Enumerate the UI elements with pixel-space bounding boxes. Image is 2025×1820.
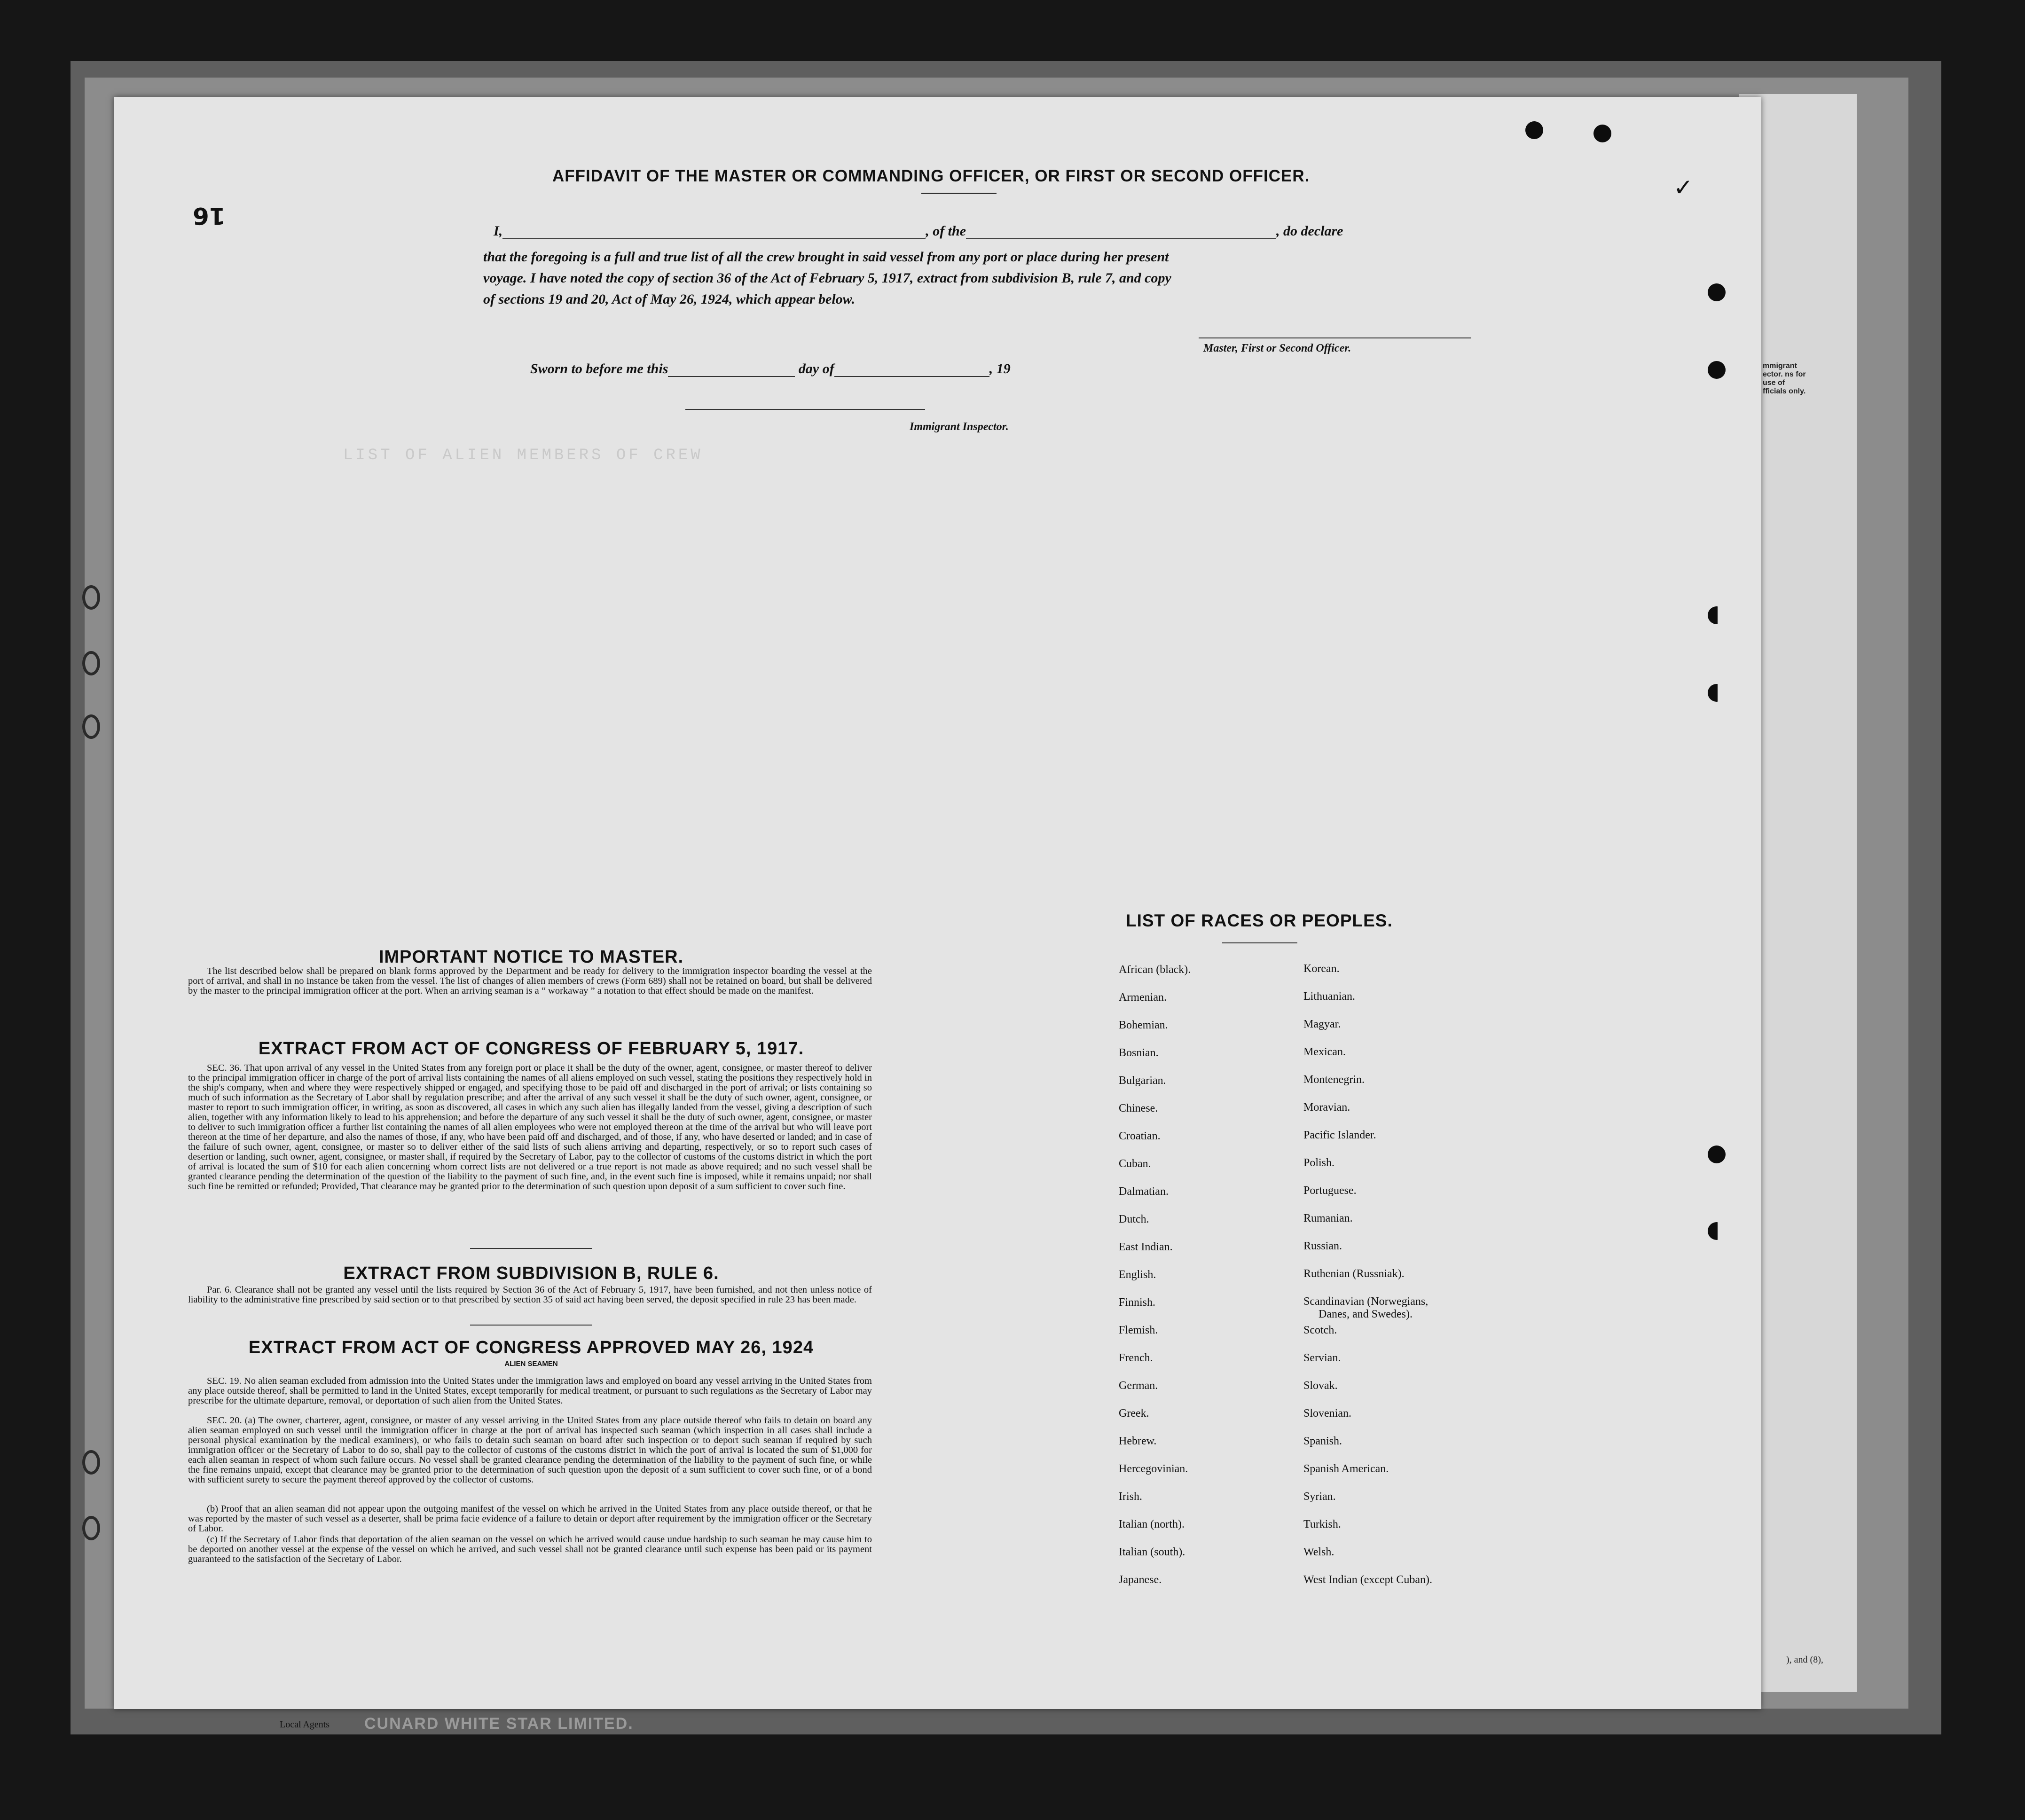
- day-blank: [668, 363, 795, 377]
- do-declare-label: , do declare: [1276, 223, 1343, 239]
- race-item: Italian (north).: [1119, 1518, 1185, 1530]
- race-item: Spanish.: [1303, 1435, 1342, 1447]
- section-19: SEC. 19. No alien seaman excluded from admission into the United States under the immigration laws and employed on board any vessel arriving in the United States from any place outside thereof, shall be permitted to land in the United States, except temporarily for medical treatment, or pursuant to such regulations as the Secretary of Labor may prescribe for the ultimate departure, removal, or deportation of such alien from the United States.: [188, 1376, 872, 1406]
- binder-hole: [82, 1516, 100, 1540]
- race-item: German.: [1119, 1380, 1158, 1392]
- vessel-blank: [966, 225, 1276, 239]
- punch-hole: [1525, 121, 1543, 139]
- race-item: Scandinavian (Norwegians,: [1303, 1295, 1428, 1308]
- race-item: Lithuanian.: [1303, 990, 1355, 1003]
- subdivision-body: Par. 6. Clearance shall not be granted any vessel until the lists required by Section 36 of the Act of February 5, 1917, have been furnished, and not then unless notice of liability to the administrative fine prescribed by said section or to that prescribed by section 35 of said act having been served, the deposit specified in rule 23 has been made.: [188, 1285, 872, 1305]
- binder-hole: [82, 651, 100, 675]
- race-item: Ruthenian (Russniak).: [1303, 1268, 1405, 1280]
- race-item: Montenegrin.: [1303, 1074, 1365, 1086]
- race-item: Scotch.: [1303, 1324, 1337, 1336]
- race-item: Polish.: [1303, 1157, 1335, 1169]
- race-item: Rumanian.: [1303, 1212, 1353, 1224]
- binder-hole: [82, 714, 100, 739]
- divider: [470, 1325, 592, 1326]
- race-item: Greek.: [1119, 1407, 1149, 1420]
- race-item: Spanish American.: [1303, 1463, 1389, 1475]
- punch-hole: [1708, 684, 1726, 702]
- race-item: Turkish.: [1303, 1518, 1341, 1530]
- race-item: Bohemian.: [1119, 1019, 1168, 1031]
- declaration-line4: of sections 19 and 20, Act of May 26, 1924, which appear below.: [483, 291, 856, 307]
- month-blank: [834, 363, 989, 377]
- race-item: English.: [1119, 1269, 1156, 1281]
- notice-body: The list described below shall be prepared on blank forms approved by the Department and be ready for delivery to the immigration inspector boarding the vessel at the port of arrival, and shall in no instance be taken from the vessel. The list of changes of alien members of crews (Form 689) shall not be retained on board, but shall be delivered by the master to the principal immigration officer at the port. When an arriving seaman is a “ workaway ” a notation to that effect should be made on the manifest.: [188, 966, 872, 996]
- race-item: Dalmatian.: [1119, 1185, 1169, 1198]
- race-item: African (black).: [1119, 964, 1191, 976]
- affidavit-title: AFFIDAVIT OF THE MASTER OR COMMANDING OFFICER, OR FIRST OR SECOND OFFICER.: [552, 167, 1310, 185]
- agents-name-stamp: CUNARD WHITE STAR LIMITED.: [364, 1715, 634, 1733]
- race-item: East Indian.: [1119, 1241, 1173, 1253]
- race-item: Servian.: [1303, 1352, 1341, 1364]
- race-item: Korean.: [1303, 963, 1340, 975]
- race-item: Portuguese.: [1303, 1185, 1357, 1197]
- sworn-line: [530, 361, 1011, 377]
- declaration-line1: [494, 223, 1343, 239]
- underlying-side-note: mmigrant ector. ns for use of fficials only.: [1763, 362, 1806, 395]
- race-item: Chinese.: [1119, 1102, 1158, 1114]
- race-item: Irish.: [1119, 1491, 1142, 1503]
- race-item: French.: [1119, 1352, 1153, 1364]
- binder-hole: [82, 1450, 100, 1475]
- section-20c: (c) If the Secretary of Labor finds that deportation of the alien seaman on the vessel on which he arrived would cause undue hardship to such seaman he may cause him to be deported on another vessel at the expense of the vessel on which he arrived, and such vessel shall not be granted clearance until such expense has been paid or its payment guaranteed to the satisfaction of the Secretary of Labor.: [188, 1534, 872, 1564]
- day-of-label: day of: [798, 361, 834, 377]
- race-item: Japanese.: [1119, 1574, 1162, 1586]
- race-item: Flemish.: [1119, 1324, 1158, 1336]
- race-item: Mexican.: [1303, 1046, 1346, 1058]
- race-item: Italian (south).: [1119, 1546, 1185, 1558]
- race-item: Armenian.: [1119, 991, 1167, 1004]
- sworn-label: Sworn to before me this: [530, 361, 668, 377]
- of-the-label: , of the: [926, 223, 966, 239]
- declaration-line2: that the foregoing is a full and true list of all the crew brought in said vessel from any port or place during her present: [483, 249, 1169, 265]
- check-mark: ✓: [1673, 174, 1693, 201]
- local-agents-label: Local Agents: [280, 1719, 330, 1730]
- punch-hole: [1708, 606, 1726, 624]
- extract-1917-body: SEC. 36. That upon arrival of any vessel in the United States from any foreign port or place it shall be the duty of the owner, agent, consignee, or master thereof to deliver to the principal immigration officer in charge of the port of arrival lists containing the names of all aliens employed on such vessel, stating the positions they respectively hold in the ship's company, when and where they were respectively shipped or engaged, and specifying those to be paid off and discharged in the port of arrival; or lists containing so much of such information as the Secretary of Labor shall by regulation prescribe; and after the arrival of any such vessel it shall be the duty of such owner, agent, consignee, or master to report to such immigration officer, in writing, as soon as discovered, all cases in which any such alien has illegally landed from the vessel, giving a description of such alien, together with any information likely to lead to his apprehension; and before the departure of any such vessel it shall be the duty of such owner, agent, consignee, or master to deliver to such immigration officer a further list containing the names of all alien employees who were not employed thereon at the time of the arrival but who will leave port thereon at the time of her departure, and also the names of those, if any, who have been paid off and discharged, and of those, if any, who have deserted or landed; and in case of the failure of such owner, agent, consignee, or master so to deliver either of the said lists of such aliens arriving and departing, respectively, or so to report such cases of desertion or landing, such owner, agent, consignee, or master shall, if required by the Secretary of Labor, pay to the collector of customs of the customs district in which the port of arrival is located the sum of $10 for each alien concerning whom correct lists are not delivered or a true report is not made as above required; and no such vessel shall be granted clearance pending the determination of the question of the liability to the payment of such fine, and, in the event such fine is imposed, while it remains unpaid; nor shall such fine be remitted or refunded; Provided, That clearance may be granted prior to the determination of such question upon deposit of a sum sufficient to cover such fine.: [188, 1063, 872, 1192]
- divider: [921, 193, 997, 194]
- race-item: Pacific Islander.: [1303, 1129, 1376, 1141]
- i-label: I,: [494, 223, 503, 239]
- inspector-line: [685, 409, 925, 410]
- race-item: Danes, and Swedes).: [1319, 1308, 1413, 1320]
- race-item: Cuban.: [1119, 1158, 1151, 1170]
- race-item: Dutch.: [1119, 1213, 1149, 1225]
- punch-hole: [1708, 1145, 1726, 1163]
- punch-hole: [1708, 361, 1726, 379]
- page-number: 16: [193, 202, 226, 229]
- race-item: Finnish.: [1119, 1296, 1156, 1309]
- punch-hole: [1593, 125, 1611, 142]
- race-item: Moravian.: [1303, 1101, 1350, 1114]
- races-title: LIST OF RACES OR PEOPLES.: [1126, 911, 1393, 930]
- signature-line: [1199, 337, 1471, 338]
- extract-1924-title: EXTRACT FROM ACT OF CONGRESS APPROVED MAY 26, 1924: [248, 1338, 814, 1357]
- race-item: Bulgarian.: [1119, 1075, 1166, 1087]
- race-item: Hercegovinian.: [1119, 1463, 1188, 1475]
- race-item: West Indian (except Cuban).: [1303, 1574, 1432, 1586]
- race-item: Bosnian.: [1119, 1047, 1159, 1059]
- race-item: Slovak.: [1303, 1380, 1338, 1392]
- race-item: Magyar.: [1303, 1018, 1341, 1030]
- race-item: Slovenian.: [1303, 1407, 1351, 1420]
- extract-1917-title: EXTRACT FROM ACT OF CONGRESS OF FEBRUARY 5, 1917.: [258, 1039, 804, 1059]
- alien-seamen-subtitle: ALIEN SEAMEN: [504, 1360, 558, 1368]
- race-item: Syrian.: [1303, 1491, 1336, 1503]
- divider: [1222, 942, 1297, 943]
- show-through-text: LIST OF ALIEN MEMBERS OF CREW: [343, 447, 703, 464]
- punch-hole: [1708, 283, 1726, 301]
- divider: [470, 1248, 592, 1249]
- race-item: Russian.: [1303, 1240, 1342, 1252]
- year-prefix: , 19: [989, 361, 1011, 377]
- declaration-line3: voyage. I have noted the copy of section 36 of the Act of February 5, 1917, extract from subdivision B, rule 7, and copy: [483, 270, 1171, 286]
- inspector-caption: Immigrant Inspector.: [910, 421, 1009, 433]
- notice-title: IMPORTANT NOTICE TO MASTER.: [378, 947, 684, 967]
- name-blank: [502, 225, 926, 239]
- binder-hole: [82, 585, 100, 610]
- section-20a: SEC. 20. (a) The owner, charterer, agent, consignee, or master of any vessel arriving in the United States from any place outside thereof who fails to detain on board any alien seaman employed on such vessel until the immigration officer in charge at the port of arrival has inspected such seaman (which inspection in all cases shall include a personal physical examination by the medical examiners), or who fails to detain such seaman on board after such inspection or to deport such seaman if required by such immigration officer or the Secretary of Labor to do so, shall pay to the collector of customs of the customs district in which the port of arrival is located the sum of $1,000 for each alien seaman in respect of whom such failure occurs. No vessel shall be granted clearance pending the determination of the liability to the payment of such fine, or while the fine remains unpaid, except that clearance may be granted prior to the determination of such question upon the deposit of a sum sufficient to cover such fine, or of a bond with sufficient surety to secure the payment thereof approved by the collector of customs.: [188, 1415, 872, 1485]
- punch-hole: [1708, 1222, 1726, 1240]
- race-item: Croatian.: [1119, 1130, 1161, 1142]
- underlying-bottom-note: ), and (8),: [1786, 1655, 1823, 1665]
- race-item: Hebrew.: [1119, 1435, 1157, 1447]
- subdivision-title: EXTRACT FROM SUBDIVISION B, RULE 6.: [343, 1263, 719, 1283]
- signature-caption: Master, First or Second Officer.: [1203, 342, 1351, 354]
- section-20b: (b) Proof that an alien seaman did not appear upon the outgoing manifest of the vessel on which he arrived in the United States from any place outside thereof, or that he was reported by the master of such vessel as a deserter, shall be prima facie evidence of a failure to detain or deport after requirement by the immigration officer or the Secretary of Labor.: [188, 1504, 872, 1534]
- race-item: Welsh.: [1303, 1546, 1334, 1558]
